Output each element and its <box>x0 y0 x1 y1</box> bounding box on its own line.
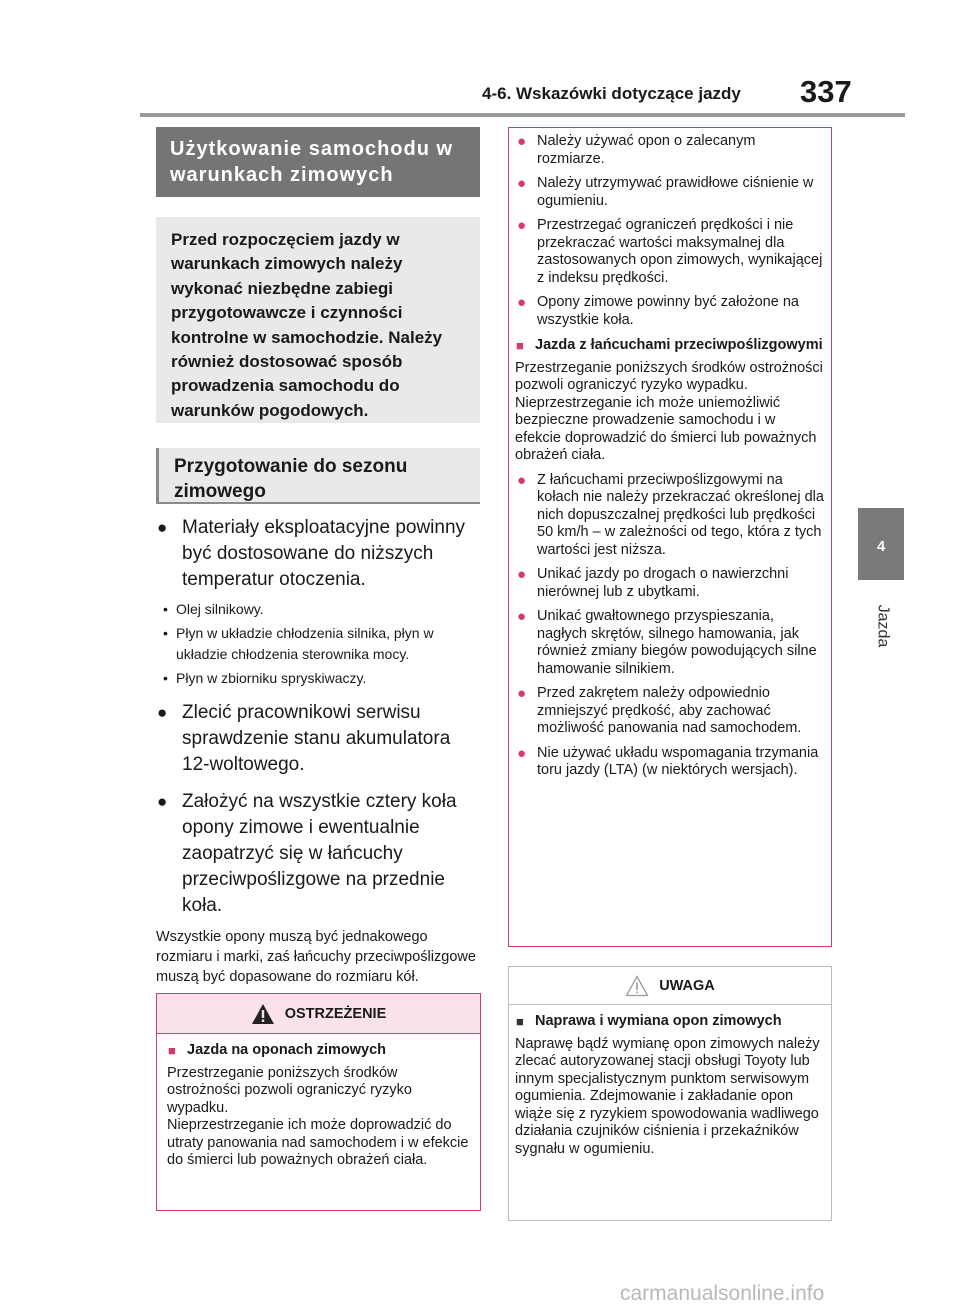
right-column <box>508 127 832 947</box>
chapter-label-text: Jazda <box>874 604 892 648</box>
warning-text: Przestrzeganie poniższych środków ostrożności pozwoli ograniczyć ryzyko wypadku. <box>167 1064 412 1116</box>
warning-label: OSTRZEŻENIE <box>284 1005 387 1022</box>
chapter-label <box>862 596 902 656</box>
caution-heading: ■ Naprawa i wymiana opon zimowych <box>515 1013 825 1031</box>
caution-triangle-icon <box>625 975 649 997</box>
list-item: ● Przed zakrętem należy odpowiednio zmniejszyć prędkość, aby zachować możliwość panowania nad samochodem. <box>515 685 825 738</box>
warning-continued-box <box>508 127 832 947</box>
list-item: ● Opony zimowe powinny być założone na wszystkie koła. <box>515 294 825 329</box>
caution-text: Naprawę bądź wymianę opon zimowych należy zlecać autoryzowanej stacji obsługi Toyoty lub innym specjalistycznym punktom serwisowym ogumienia. Zdejmowanie i zakładanie opon wiąże się z ryzykiem spowodowania wadliwego działania czujników ciśnienia i przekaźników sygnału w ogumieniu. <box>515 1035 820 1157</box>
watermark: carmanualsonline.info <box>620 1282 825 1305</box>
warning-triangle-icon <box>251 1003 275 1025</box>
fluid-list <box>156 599 480 689</box>
list-item: ● Przestrzegać ograniczeń prędkości i nie przekraczać wartości maksymalnej dla zastosowanych opon zimowych, wynikającej z indeksu prędkości. <box>515 217 825 287</box>
list-item: ● Nie używać układu wspomagania trzymania toru jazdy (LTA) (w niektórych wersjach). <box>515 745 825 780</box>
list-item: ● Unikać jazdy po drogach o nawierzchni nierównej lub z ubytkami. <box>515 566 825 601</box>
caution-body <box>509 1005 831 1166</box>
list-item: • Płyn w zbiorniku spryskiwaczy. <box>156 668 480 689</box>
warning-text-2: Nieprzestrzeganie ich może doprowadzić do utraty panowania nad samochodem i w efekcie do śmierci lub poważnych obrażeń ciała. <box>167 1117 469 1168</box>
left-column <box>156 127 480 987</box>
intro-text: Przed rozpoczęciem jazdy w warunkach zimowych należy wykonać niezbędne zabiegi przygotowawcze i czynności kontrolne w samochodzie. Należy również dostosować sposób prowadzenia samochodu do warunków pogodowych. <box>156 217 480 423</box>
tire-note: Wszystkie opony muszą być jednakowego rozmiaru i marki, zaś łańcuchy przeciwpoślizgowe muszą być dopasowane do rozmiaru kół. <box>156 929 476 985</box>
section-heading: Użytkowanie samochodu w warunkach zimowych <box>156 127 480 197</box>
caution-header <box>509 967 831 1005</box>
chain-heading: ■ Jazda z łańcuchami przeciwpoślizgowymi <box>515 337 825 355</box>
page-number: 337 <box>800 74 852 109</box>
bullet-battery: ● Zlecić pracownikowi serwisu sprawdzenie stanu akumulatora 12-woltowego. <box>156 700 480 778</box>
warning-heading: ■ Jazda na oponach zimowych <box>167 1042 470 1060</box>
caution-label: UWAGA <box>659 977 715 994</box>
caution-box <box>508 966 832 1221</box>
list-item: • Olej silnikowy. <box>156 599 480 620</box>
section-title: 4-6. Wskazówki dotyczące jazdy <box>482 84 741 103</box>
warning-box <box>156 993 481 1211</box>
chain-text: Przestrzeganie poniższych środków ostrożności pozwoli ograniczyć ryzyko wypadku. <box>515 359 823 393</box>
bullet-fluids: ● Materiały eksploatacyjne powinny być dostosowane do niższych temperatur otoczenia. <box>156 515 480 593</box>
warning-header <box>157 994 480 1034</box>
list-item: ● Należy używać opon o zalecanym rozmiarze. <box>515 133 825 168</box>
chapter-tab[interactable]: 4 <box>858 508 904 580</box>
list-item: • Płyn w układzie chłodzenia silnika, płyn w układzie chłodzenia sterownika mocy. <box>156 623 480 665</box>
list-item: ● Unikać gwałtownego przyspieszania, nagłych skrętów, silnego hamowania, jak również zmiany biegów powodujących silne hamowanie silnikiem. <box>515 608 825 678</box>
subheading: Przygotowanie do sezonu zimowego <box>156 448 480 504</box>
chain-text-2: Nieprzestrzeganie ich może uniemożliwić bezpieczne prowadzenie samochodu i w efekcie doprowadzić do śmierci lub poważnych obrażeń ciała. <box>515 394 817 463</box>
warning-body <box>157 1034 480 1178</box>
bullet-tires: ● Założyć na wszystkie cztery koła opony zimowe i ewentualnie zaopatrzyć się w łańcuchy przeciwpoślizgowe na przednie koła. <box>156 789 480 919</box>
list-item: ● Z łańcuchami przeciwpoślizgowymi na kołach nie należy przekraczać określonej dla nich dopuszczalnej prędkości lub prędkości 50 km/h – w zależności od tego, która z tych wartości jest niższa. <box>515 472 825 560</box>
header-rule <box>140 113 905 117</box>
list-item: ● Należy utrzymywać prawidłowe ciśnienie w ogumieniu. <box>515 175 825 210</box>
